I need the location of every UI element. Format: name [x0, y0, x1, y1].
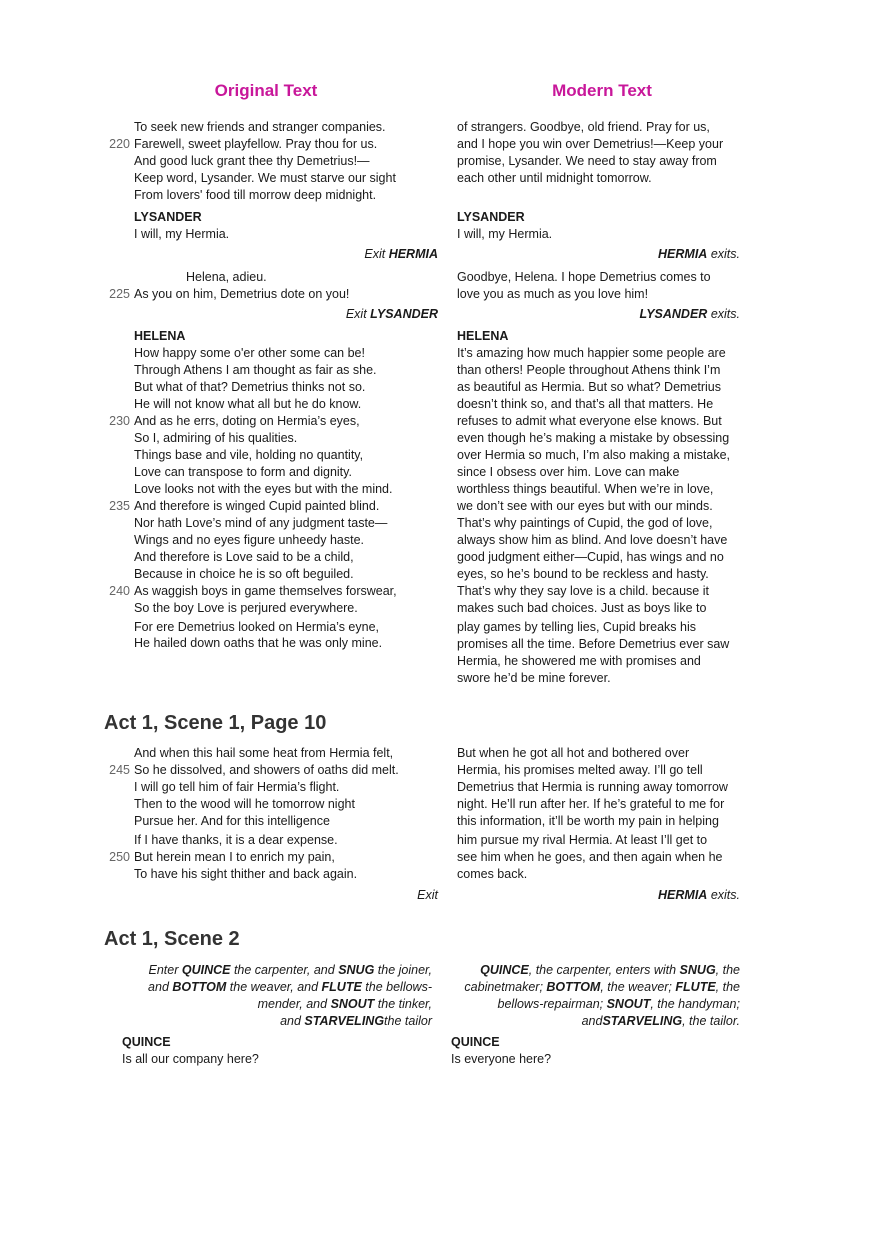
- stage-text: , the: [715, 963, 740, 977]
- orig-line: And good luck grant thee thy Demetrius!—: [134, 154, 370, 168]
- mod-line: and I hope you win over Demetrius!—Keep your: [457, 137, 724, 151]
- stage-line: [108, 1013, 432, 1030]
- stage-text: the weaver, and: [226, 980, 322, 994]
- orig-line: So the boy Love is perjured everywhere.: [134, 601, 358, 615]
- stage-word: exits.: [710, 307, 740, 321]
- character-name: SNOUT: [330, 997, 375, 1011]
- speaker-name: HELENA: [457, 329, 509, 343]
- mod-line: him pursue my rival Hermia. At least I’ll get to: [457, 833, 708, 847]
- mod-line: I will, my Hermia.: [457, 227, 553, 241]
- orig-line: Keep word, Lysander. We must starve our sight: [134, 171, 396, 185]
- line-number: 220: [109, 137, 130, 151]
- orig-line: How happy some o'er other some can be!: [134, 346, 365, 360]
- modern-text-header: Modern Text: [552, 81, 652, 100]
- line-number: 245: [109, 763, 130, 777]
- character-name: BOTTOM: [546, 980, 601, 994]
- stage-text: , the handyman;: [650, 997, 740, 1011]
- stage-word: exits.: [710, 888, 740, 902]
- character-name: FLUTE: [675, 980, 716, 994]
- stage-text: the joiner,: [374, 963, 432, 977]
- orig-line: To seek new friends and stranger companies.: [134, 120, 386, 134]
- speaker-name: LYSANDER: [134, 210, 202, 224]
- mod-line: even though he’s making a mistake by obsessing: [457, 431, 730, 445]
- stage-text: Enter: [148, 963, 182, 977]
- mod-line: Hermia, his promises melted away. I’ll go tell: [457, 763, 703, 777]
- stage-text: the bellows-: [361, 980, 432, 994]
- character-name: HERMIA: [658, 247, 708, 261]
- mod-line: That’s why paintings of Cupid, the god of love,: [457, 516, 713, 530]
- line-number: 235: [109, 499, 130, 513]
- stage-text: cabinetmaker;: [464, 980, 547, 994]
- orig-line: Because in choice he is so oft beguiled.: [134, 567, 354, 581]
- orig-line: If I have thanks, it is a dear expense.: [134, 833, 338, 847]
- mod-line: Goodbye, Helena. I hope Demetrius comes to: [457, 270, 711, 284]
- stage-text: , the tailor.: [682, 1014, 740, 1028]
- mod-line: love you as much as you love him!: [457, 287, 649, 301]
- character-name: SNOUT: [606, 997, 651, 1011]
- character-name: FLUTE: [321, 980, 362, 994]
- orig-line: As waggish boys in game themselves forswear,: [134, 584, 397, 598]
- orig-line: So I, admiring of his qualities.: [134, 431, 298, 445]
- line-number: 225: [109, 287, 130, 301]
- mod-line: always show him as blind. And love doesn’t have: [457, 533, 728, 547]
- orig-line: And therefore is Love said to be a child,: [134, 550, 354, 564]
- mod-line: over Hermia so much, I’m also making a mistake,: [457, 448, 731, 462]
- mod-line: That’s why they say love is a child. because it: [457, 584, 709, 598]
- line-number: 250: [109, 850, 130, 864]
- section-heading: Act 1, Scene 2: [104, 928, 240, 950]
- mod-line: Is everyone here?: [451, 1052, 552, 1066]
- mod-line: swore he’d be mine forever.: [457, 671, 611, 685]
- orig-line: He will not know what all but he do know.: [134, 397, 362, 411]
- character-name: QUINCE: [480, 963, 529, 977]
- orig-line: Farewell, sweet playfellow. Pray thou for us.: [134, 137, 378, 151]
- character-name: BOTTOM: [172, 980, 227, 994]
- stage-direction: [540, 306, 740, 323]
- orig-line: From lovers' food till morrow deep midnight.: [134, 188, 377, 202]
- speaker-name: LYSANDER: [457, 210, 525, 224]
- mod-line: refuses to admit what everyone else knows. But: [457, 414, 722, 428]
- mod-line: eyes, so he’s bound to be reckless and hasty.: [457, 567, 709, 581]
- mod-line: promise, Lysander. We need to stay away from: [457, 154, 717, 168]
- orig-line: To have his sight thither and back again.: [134, 867, 358, 881]
- stage-word: Exit: [345, 307, 367, 321]
- stage-line: [108, 962, 432, 979]
- stage-word: Exit: [364, 247, 386, 261]
- orig-line: Wings and no eyes figure unheedy haste.: [134, 533, 365, 547]
- stage-direction: [540, 246, 740, 263]
- mod-line: as beautiful as Hermia. But so what? Demetrius: [457, 380, 722, 394]
- mod-line: see him when he goes, and then again when he: [457, 850, 723, 864]
- orig-line: Nor hath Love’s mind of any judgment taste—: [134, 516, 388, 530]
- orig-line: And when this hail some heat from Hermia felt,: [134, 746, 394, 760]
- orig-line: So he dissolved, and showers of oaths did melt.: [134, 763, 399, 777]
- character-name: SNUG: [338, 963, 375, 977]
- orig-line: Love looks not with the eyes but with the mind.: [134, 482, 393, 496]
- mod-line: promises all the time. Before Demetrius ever saw: [457, 637, 730, 651]
- orig-line: And therefore is winged Cupid painted blind.: [134, 499, 380, 513]
- character-name: STARVELING: [304, 1014, 385, 1028]
- stage-text: and: [148, 980, 173, 994]
- mod-line: each other until midnight tomorrow.: [457, 171, 652, 185]
- orig-line: I will go tell him of fair Hermia’s flight.: [134, 780, 340, 794]
- character-name: QUINCE: [181, 963, 231, 977]
- stage-direction: [540, 887, 740, 904]
- stage-text: , the: [715, 980, 740, 994]
- mod-line: doesn’t think so, and that’s all that matters. He: [457, 397, 714, 411]
- stage-line: [108, 979, 432, 996]
- mod-line: we don’t see with our eyes but with our minds.: [457, 499, 713, 513]
- stage-text: bellows-repairman;: [497, 997, 607, 1011]
- orig-line: Pursue her. And for this intelligence: [134, 814, 330, 828]
- mod-line: play games by telling lies, Cupid breaks his: [457, 620, 697, 634]
- mod-line: this information, it’ll be worth my pain in helping: [457, 814, 719, 828]
- line-number: 240: [109, 584, 130, 598]
- stage-word: exits.: [710, 247, 740, 261]
- mod-line: than others! People throughout Athens think I’m: [457, 363, 721, 377]
- mod-line: It’s amazing how much happier some people are: [457, 346, 726, 360]
- character-name: LYSANDER: [639, 307, 708, 321]
- character-name: HERMIA: [388, 247, 438, 261]
- stage-text: the tailor: [384, 1014, 432, 1028]
- mod-line: of strangers. Goodbye, old friend. Pray for us,: [457, 120, 710, 134]
- orig-line: For ere Demetrius looked on Hermia’s eyne,: [134, 620, 380, 634]
- speaker-name: QUINCE: [451, 1035, 500, 1049]
- original-text-header: Original Text: [214, 81, 318, 100]
- orig-line: Helena, adieu.: [186, 270, 267, 284]
- orig-line: And as he errs, doting on Hermia’s eyes,: [134, 414, 360, 428]
- stage-direction: [238, 246, 438, 263]
- stage-line: [440, 979, 740, 996]
- orig-line: But what of that? Demetrius thinks not so.: [134, 380, 366, 394]
- mod-line: since I obsess over him. Love can make: [457, 465, 680, 479]
- mod-line: worthless things beautiful. When we’re in love,: [457, 482, 714, 496]
- stage-line: [440, 1013, 740, 1030]
- mod-line: Hermia, he showered me with promises and: [457, 654, 701, 668]
- mod-line: But when he got all hot and bothered over: [457, 746, 690, 760]
- mod-line: makes such bad choices. Just as boys like to: [457, 601, 707, 615]
- stage-text: the carpenter, and: [230, 963, 339, 977]
- orig-line: I will, my Hermia.: [134, 227, 230, 241]
- stage-text: mender, and: [257, 997, 331, 1011]
- orig-line: Then to the wood will he tomorrow night: [134, 797, 355, 811]
- character-name: LYSANDER: [370, 307, 438, 321]
- orig-line: Love can transpose to form and dignity.: [134, 465, 352, 479]
- stage-line: [108, 996, 432, 1013]
- line-number: 230: [109, 414, 130, 428]
- orig-line: Things base and vile, holding no quantity,: [134, 448, 364, 462]
- stage-text: and: [280, 1014, 305, 1028]
- mod-line: night. He’ll run after her. If he’s grateful to me for: [457, 797, 725, 811]
- character-name: STARVELING: [602, 1014, 683, 1028]
- mod-line: comes back.: [457, 867, 528, 881]
- stage-line: [440, 962, 740, 979]
- stage-direction: [238, 306, 438, 323]
- orig-line: He hailed down oaths that he was only mine.: [134, 636, 383, 650]
- character-name: SNUG: [679, 963, 716, 977]
- speaker-name: QUINCE: [122, 1035, 171, 1049]
- speaker-name: HELENA: [134, 329, 186, 343]
- mod-line: good judgment either—Cupid, has wings and no: [457, 550, 724, 564]
- stage-line: [440, 996, 740, 1013]
- section-heading: Act 1, Scene 1, Page 10: [104, 712, 327, 734]
- mod-line: Demetrius that Hermia is running away tomorrow: [457, 780, 728, 794]
- stage-text: , the weaver;: [600, 980, 676, 994]
- stage-text: , the carpenter, enters with: [528, 963, 680, 977]
- orig-line: Is all our company here?: [122, 1052, 259, 1066]
- character-name: HERMIA: [658, 888, 708, 902]
- orig-line: But herein mean I to enrich my pain,: [134, 850, 335, 864]
- stage-text: the tinker,: [374, 997, 432, 1011]
- orig-line: As you on him, Demetrius dote on you!: [134, 287, 350, 301]
- stage-direction: Exit: [417, 888, 438, 902]
- orig-line: Through Athens I am thought as fair as she.: [134, 363, 377, 377]
- stage-text: and: [581, 1014, 603, 1028]
